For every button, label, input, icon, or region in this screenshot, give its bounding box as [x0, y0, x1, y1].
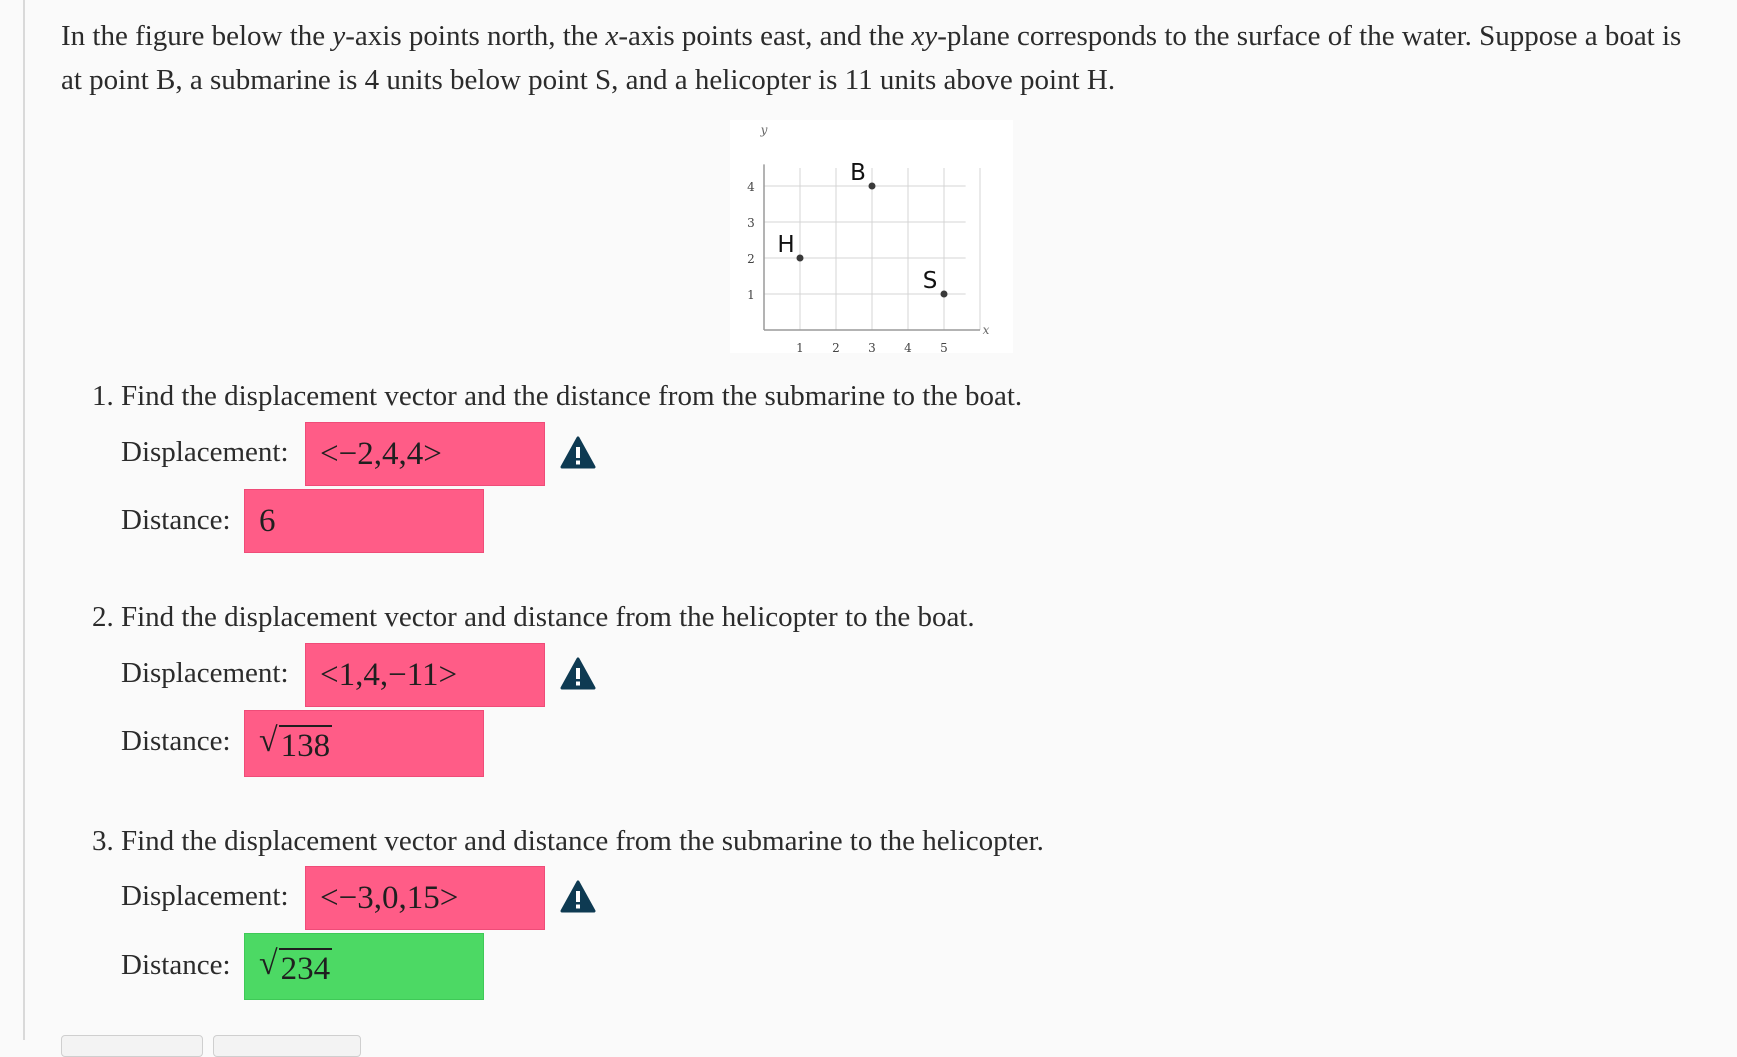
x-tick-label: 3	[868, 341, 876, 353]
point-s-label: S	[922, 268, 938, 294]
q3-distance-value: 234	[279, 948, 333, 988]
x-tick-label: 1	[796, 341, 804, 353]
radical-sign-icon: √	[259, 722, 278, 759]
coordinate-figure	[730, 120, 1013, 353]
problem-text-3: -axis points east, and the	[618, 20, 912, 52]
q2-distance-input[interactable]	[244, 710, 484, 777]
question-1-text: 1. Find the displacement vector and the distance from the submarine to the boat.	[92, 380, 1023, 412]
grid-plot	[730, 120, 1013, 353]
q1-distance-label: Distance:	[121, 504, 231, 536]
point-h-label: H	[777, 232, 795, 258]
q3-sqrt-expression	[259, 945, 332, 988]
q2-sqrt-expression	[259, 722, 332, 765]
q1-displacement-label: Displacement:	[121, 436, 289, 468]
point-b-marker	[869, 183, 876, 190]
problem-text-2: -axis points north, the	[345, 20, 606, 52]
point-s-marker	[941, 291, 948, 298]
point-h-marker	[797, 255, 804, 262]
y-tick-label: 3	[747, 216, 755, 230]
q2-displacement-label: Displacement:	[121, 657, 289, 689]
q2-distance-value: 138	[279, 725, 333, 765]
problem-var-y: y	[332, 20, 346, 52]
q3-displacement-input[interactable]	[305, 866, 545, 930]
radical-sign-icon: √	[259, 945, 278, 982]
y-tick-label: 4	[747, 180, 755, 194]
question-3-text: 3. Find the displacement vector and distance from the submarine to the helicopter.	[92, 825, 1044, 857]
q3-displacement-label: Displacement:	[121, 880, 289, 912]
x-tick-label: 2	[832, 341, 840, 353]
problem-statement	[61, 14, 1701, 102]
x-tick-label: 5	[940, 341, 948, 353]
q3-warning-icon[interactable]	[560, 880, 596, 914]
problem-text-1: In the figure below the	[61, 20, 333, 52]
q1-distance-input[interactable]	[244, 489, 484, 553]
q3-displacement-value: <−3,0,15>	[320, 879, 459, 916]
x-axis-label: x	[982, 323, 990, 337]
q1-distance-value: 6	[259, 502, 276, 539]
left-border	[23, 0, 25, 1040]
q3-distance-label: Distance:	[121, 949, 231, 981]
y-axis-label: y	[760, 123, 768, 137]
y-tick-label: 2	[747, 252, 755, 266]
q2-warning-icon[interactable]	[560, 657, 596, 691]
q1-displacement-value: <−2,4,4>	[320, 435, 442, 472]
problem-text-4: -plane corresponds to the surface of the water. Suppose a boat is at point B, a submarine is 4 units below point S, and a helicopter is 11 units above point H.	[61, 20, 1682, 96]
submit-button-partial[interactable]	[61, 1035, 203, 1057]
y-tick-label: 1	[747, 288, 755, 302]
q1-warning-icon[interactable]	[560, 436, 596, 470]
q2-displacement-input[interactable]	[305, 643, 545, 707]
q1-displacement-input[interactable]	[305, 422, 545, 486]
x-tick-label: 4	[904, 341, 912, 353]
problem-var-xy: xy	[911, 20, 938, 52]
question-2-text: 2. Find the displacement vector and distance from the helicopter to the boat.	[92, 601, 975, 633]
q2-displacement-value: <1,4,−11>	[320, 656, 458, 693]
problem-var-x: x	[605, 20, 619, 52]
point-b-label: B	[850, 160, 866, 186]
q3-distance-input[interactable]	[244, 933, 484, 1000]
q2-distance-label: Distance:	[121, 725, 231, 757]
secondary-button-partial[interactable]	[213, 1035, 361, 1057]
